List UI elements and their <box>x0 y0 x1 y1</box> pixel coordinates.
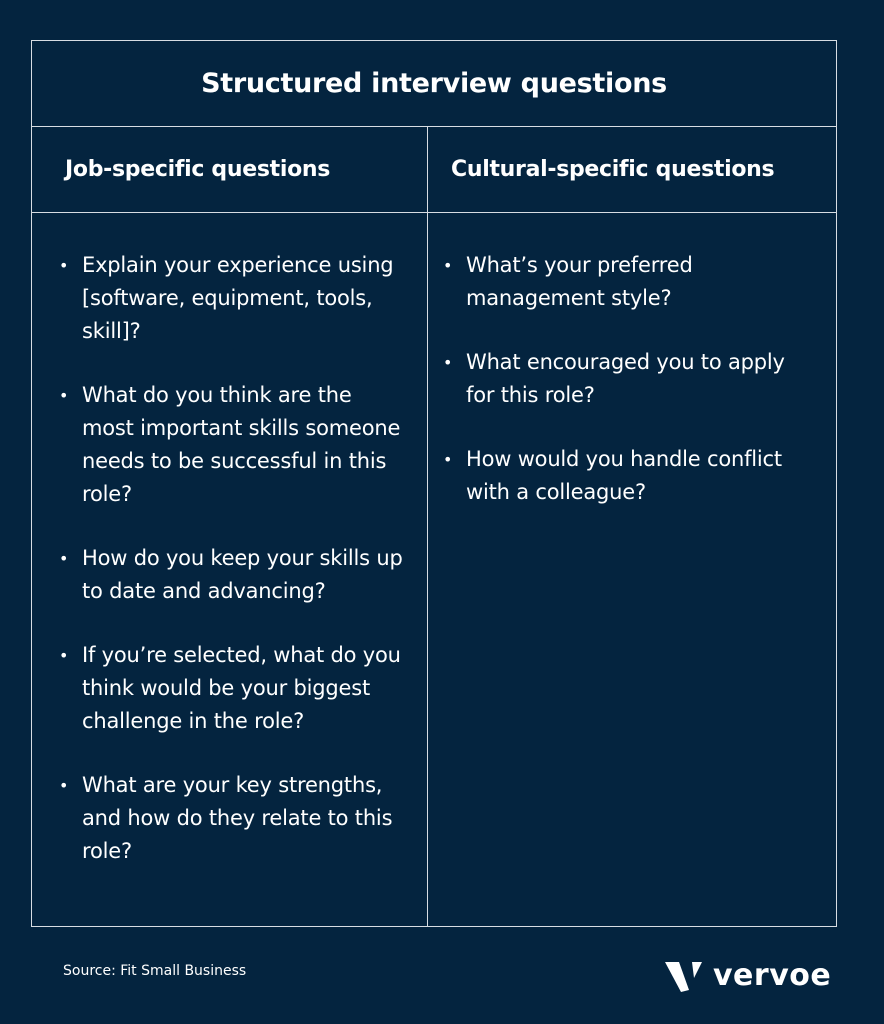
logo-text: vervoe <box>713 958 832 993</box>
vervoe-v-logo-icon <box>665 960 703 992</box>
question-list <box>428 213 836 540</box>
question-list <box>32 213 427 899</box>
cultural-specific-column <box>427 127 836 927</box>
job-specific-column <box>32 127 427 927</box>
list-item: • What do you think are the most important skills someone needs to be successful in this role? <box>82 379 407 511</box>
questions-table <box>31 40 837 927</box>
column-heading: Job-specific questions <box>32 127 427 213</box>
list-item: • Explain your experience using [software, equipment, tools, skill]? <box>82 249 407 348</box>
list-item: • How would you handle conflict with a colleague? <box>466 443 816 509</box>
vervoe-logo <box>665 960 831 992</box>
list-item: • What encouraged you to apply for this role? <box>466 346 816 412</box>
list-item: • How do you keep your skills up to date and advancing? <box>82 542 407 608</box>
list-item: • What’s your preferred management style? <box>466 249 816 315</box>
table-title: Structured interview questions <box>32 41 836 127</box>
column-heading: Cultural-specific questions <box>428 127 836 213</box>
list-item: • If you’re selected, what do you think would be your biggest challenge in the role? <box>82 639 407 738</box>
source-caption: Source: Fit Small Business <box>63 963 247 979</box>
list-item: • What are your key strengths, and how do they relate to this role? <box>82 769 407 868</box>
